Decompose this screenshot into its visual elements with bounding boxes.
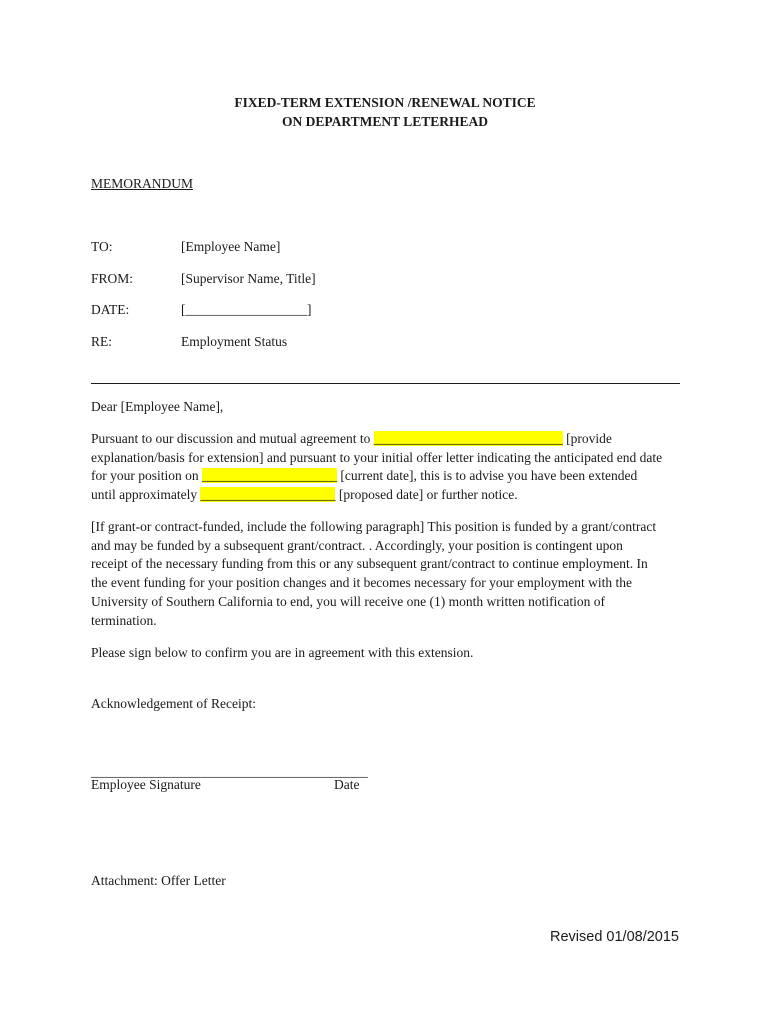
header-divider [91, 383, 680, 384]
re-value: Employment Status [181, 334, 288, 349]
to-value: [Employee Name] [181, 239, 281, 254]
funding-paragraph-line2: and may be funded by a subsequent grant/contract. . Accordingly, your position is contingent upon [91, 537, 623, 553]
funding-paragraph-line3: receipt of the necessary funding from this or any subsequent grant/contract to continue employment. In [91, 556, 648, 572]
extension-paragraph-line2: explanation/basis for extension] and pursuant to your initial offer letter indicating the anticipated end date [91, 449, 663, 465]
funding-paragraph-line4: the event funding for your position changes and it becomes necessary for your employment with the [91, 575, 632, 591]
funding-paragraph-line5: University of Southern California to end, you will receive one (1) month written notification of [91, 593, 606, 609]
text-segment: [provide [562, 431, 612, 446]
confirm-paragraph: Please sign below to confirm you are in agreement with this extension. [91, 645, 474, 660]
text-segment: [current date], this is to advise you have been extended [337, 468, 638, 484]
document-title-line1: FIXED-TERM EXTENSION /RENEWAL NOTICE [234, 95, 536, 110]
to-label: TO: [91, 239, 113, 254]
funding-paragraph-line6: termination. [91, 612, 157, 628]
text-segment: Pursuant to our discussion and mutual agreement to [91, 431, 374, 446]
text-segment: until approximately [91, 487, 201, 503]
extension-paragraph-line3 [91, 467, 691, 486]
highlighted-blank-proposed-date: ____________________ [200, 487, 336, 503]
date-label: DATE: [91, 302, 130, 317]
highlighted-blank-current-date: ____________________ [202, 468, 337, 484]
extension-paragraph-line1 [91, 430, 691, 449]
re-label: RE: [91, 334, 113, 349]
acknowledgement-label: Acknowledgement of Receipt: [91, 696, 256, 711]
document-title-line2: ON DEPARTMENT LETERHEAD [281, 114, 489, 129]
highlighted-blank-basis: ____________________________ [373, 431, 563, 446]
employee-signature-label: Employee Signature [91, 777, 201, 792]
funding-paragraph [91, 518, 691, 630]
from-label: FROM: [91, 271, 134, 286]
signature-date-label: Date [334, 777, 360, 792]
text-segment: for your position on [91, 468, 202, 484]
attachment-note: Attachment: Offer Letter [91, 873, 226, 888]
funding-paragraph-line1: [If grant-or contract-funded, include the following paragraph] This position is funded by a grant/contract [91, 519, 657, 534]
revision-date: Revised 01/08/2015 [550, 929, 679, 945]
signature-line: _________________________________________ [91, 764, 368, 779]
text-segment: [proposed date] or further notice. [335, 487, 518, 503]
salutation: Dear [Employee Name], [91, 399, 224, 414]
from-value: [Supervisor Name, Title] [181, 271, 316, 286]
extension-paragraph [91, 430, 691, 505]
date-value: [__________________] [181, 302, 312, 317]
memorandum-heading: MEMORANDUM [91, 176, 194, 191]
extension-paragraph-line4 [91, 486, 691, 505]
